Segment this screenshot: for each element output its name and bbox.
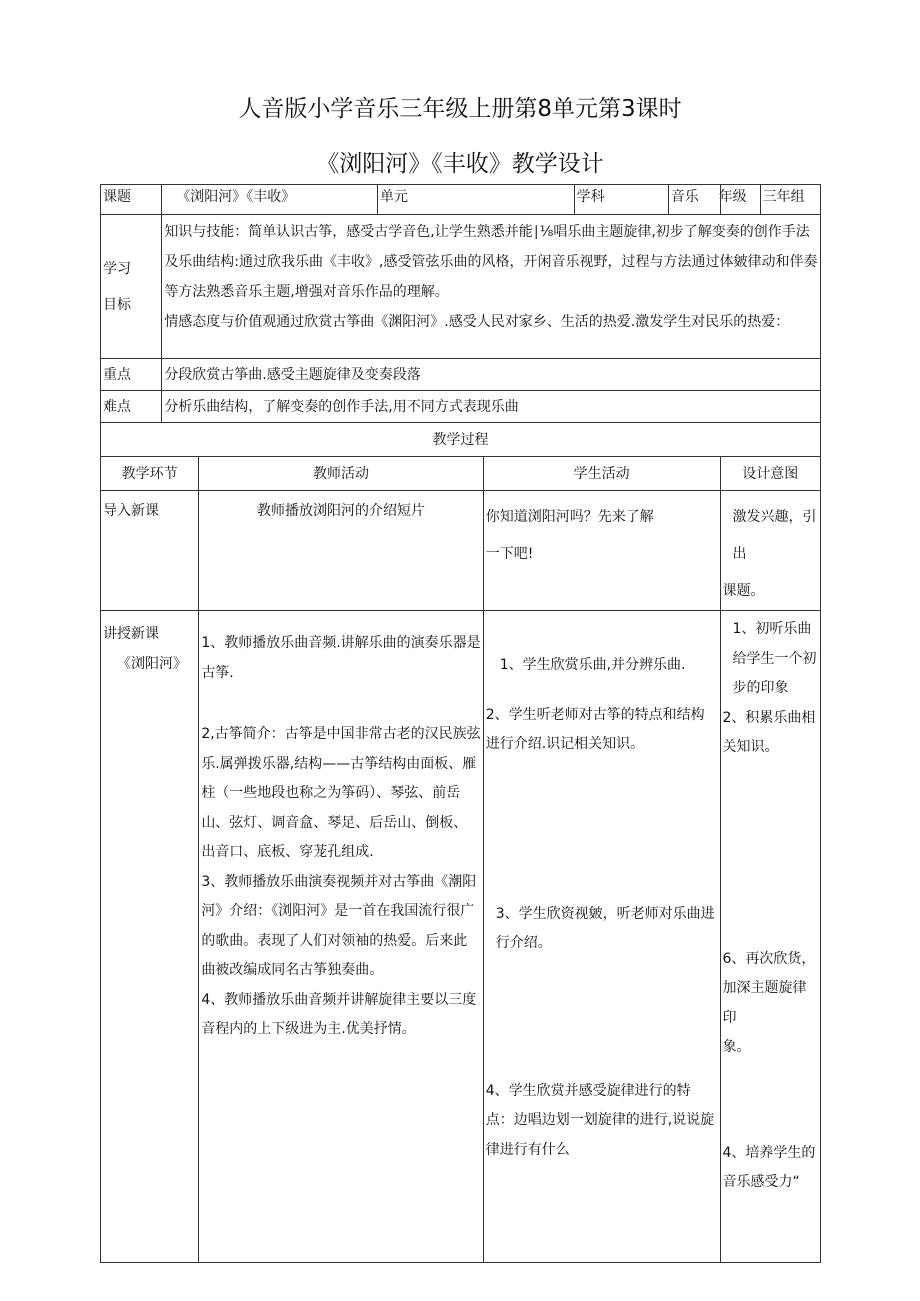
- objectives-text: 知识与技能：简单认识古筝，感受古学音色,让学生熟悉并能∣⅛唱乐曲主题旋律,初步了解变奏的创作手法及乐曲结构:通过欣我乐曲《丰收》,感受管弦乐曲的风格，开闲音乐视野，过程与方法通过体皴律动和伴奏等方法熟悉音乐主题,增强对音乐作品的理解。: [164, 224, 818, 300]
- course-value: 《浏阳河》《丰收》: [162, 185, 378, 215]
- unit-label: 单元: [377, 185, 574, 215]
- lesson-stage-line1: 讲授新课: [103, 626, 159, 642]
- intro-design: [720, 491, 820, 611]
- col-stage: 教学环节: [101, 457, 199, 491]
- lesson-plan-table: [100, 184, 821, 1263]
- intro-student-line2: 一下吧!: [485, 546, 534, 562]
- objectives-label-line1: 学习: [103, 260, 131, 277]
- header-row: [101, 185, 821, 215]
- design-step-4: 4、培养学生的音乐感受力“: [722, 1144, 816, 1190]
- teacher-step-3: 3、教师播放乐曲演奏视频并对古筝曲《潮阳河》介绍：《浏阳河》是一首在我国流行很广的歌曲。表现了人们对领袖的热爱。后来此曲被改编成同名古筝独奏曲。: [201, 873, 477, 978]
- subject-value: 音乐: [668, 185, 720, 215]
- intro-row: [101, 491, 821, 611]
- intro-teacher: 教师播放浏阳河的介绍短片: [199, 491, 483, 611]
- col-student: 学生活动: [483, 457, 720, 491]
- intro-student: [483, 491, 720, 611]
- teacher-step-4: 4、教师播放乐曲音频并讲解旋律主要以三度音程内的上下级进为主.优美抒情。: [201, 991, 477, 1037]
- document-title-line1: 人音版小学音乐三年级上册第8单元第3课时: [238, 96, 682, 122]
- grade-cell: [718, 185, 820, 215]
- lesson-student: [483, 611, 720, 1263]
- teacher-step-1: 1、教师播放乐曲音频.讲解乐曲的演奏乐器是古筝.: [201, 635, 481, 681]
- intro-student-line1: 你知道浏阳河吗？先来了解: [485, 509, 654, 525]
- lesson-design: [720, 611, 820, 1263]
- intro-design-line1: 激发兴趣，引出: [732, 509, 817, 562]
- document-title-line2: 《浏阳河》《丰收》教学设计: [316, 151, 604, 177]
- intro-stage: 导入新课: [101, 491, 199, 611]
- teacher-step-2: 2,古筝简介：古筝是中国非常古老的汉民族弦乐.属弹拨乐器,结构——古筝结构由面板、雁柱（一些地段也称之为筝码）、琴弦、前岳山、弦灯、调音盒、琴足、后岳山、倒板、出音口、底板、穿茏孔组成.: [201, 726, 481, 860]
- objectives-label: [101, 215, 162, 359]
- subject-label: 学科: [574, 185, 668, 215]
- objectives-text-2: 情感态度与价值观通过欣赏古筝曲《渊阳河》.感受人民对家乡、生活的热爱.激发学生对民乐的热爱：: [164, 314, 790, 330]
- key-point-row: [101, 359, 821, 391]
- design-step-3: 6、再次欣货，加深主题旋律印: [722, 950, 816, 1026]
- design-step-3b: 象。: [722, 1039, 751, 1055]
- grade-value: 三年组: [762, 189, 805, 205]
- student-step-1: 1、学生欣赏乐曲,并分辨乐曲.: [499, 657, 686, 673]
- objectives-row: [101, 215, 821, 359]
- key-point-text: 分段欣赏古筝曲.感受主题旋律及变奏段落: [162, 359, 821, 391]
- lesson-teacher: [199, 611, 483, 1263]
- process-columns-row: [101, 457, 821, 491]
- key-point-label: 重点: [101, 359, 162, 391]
- student-step-4: 4、学生欣赏并感受旋律进行的特点：边唱边划一划旋律的进行,说说旋律进行有什么: [485, 1082, 715, 1158]
- design-step-2: 2、积累乐曲相关知识。: [722, 709, 816, 755]
- process-heading-row: [101, 423, 821, 457]
- course-label: 课题: [101, 185, 162, 215]
- design-step-1: 1、初听乐曲给学生一个初步的印象: [732, 621, 817, 696]
- student-step-2: 2、学生听老师对古筝的特点和结构进行介绍.识记相关知识。: [485, 706, 705, 752]
- student-step-3: 3、学生欣资视皴，听老师对乐曲进行介绍。: [495, 905, 715, 951]
- objectives-label-line2: 目标: [103, 296, 131, 313]
- lesson-stage: [101, 611, 199, 1263]
- lesson-stage-line2: 《浏阳河》: [117, 656, 187, 672]
- grade-label: 年级: [718, 189, 747, 205]
- objectives-text-cell: [162, 215, 821, 359]
- lesson-row: [101, 611, 821, 1263]
- difficult-point-label: 难点: [101, 391, 162, 423]
- difficult-point-text: 分析乐曲结构，了解变奏的创作手法,用不同方式表现乐曲: [162, 391, 821, 423]
- intro-design-line2: 课题。: [722, 583, 765, 599]
- difficult-point-row: [101, 391, 821, 423]
- process-heading: 教学过程: [101, 423, 821, 457]
- col-design: 设计意图: [720, 457, 820, 491]
- col-teacher: 教师活动: [199, 457, 483, 491]
